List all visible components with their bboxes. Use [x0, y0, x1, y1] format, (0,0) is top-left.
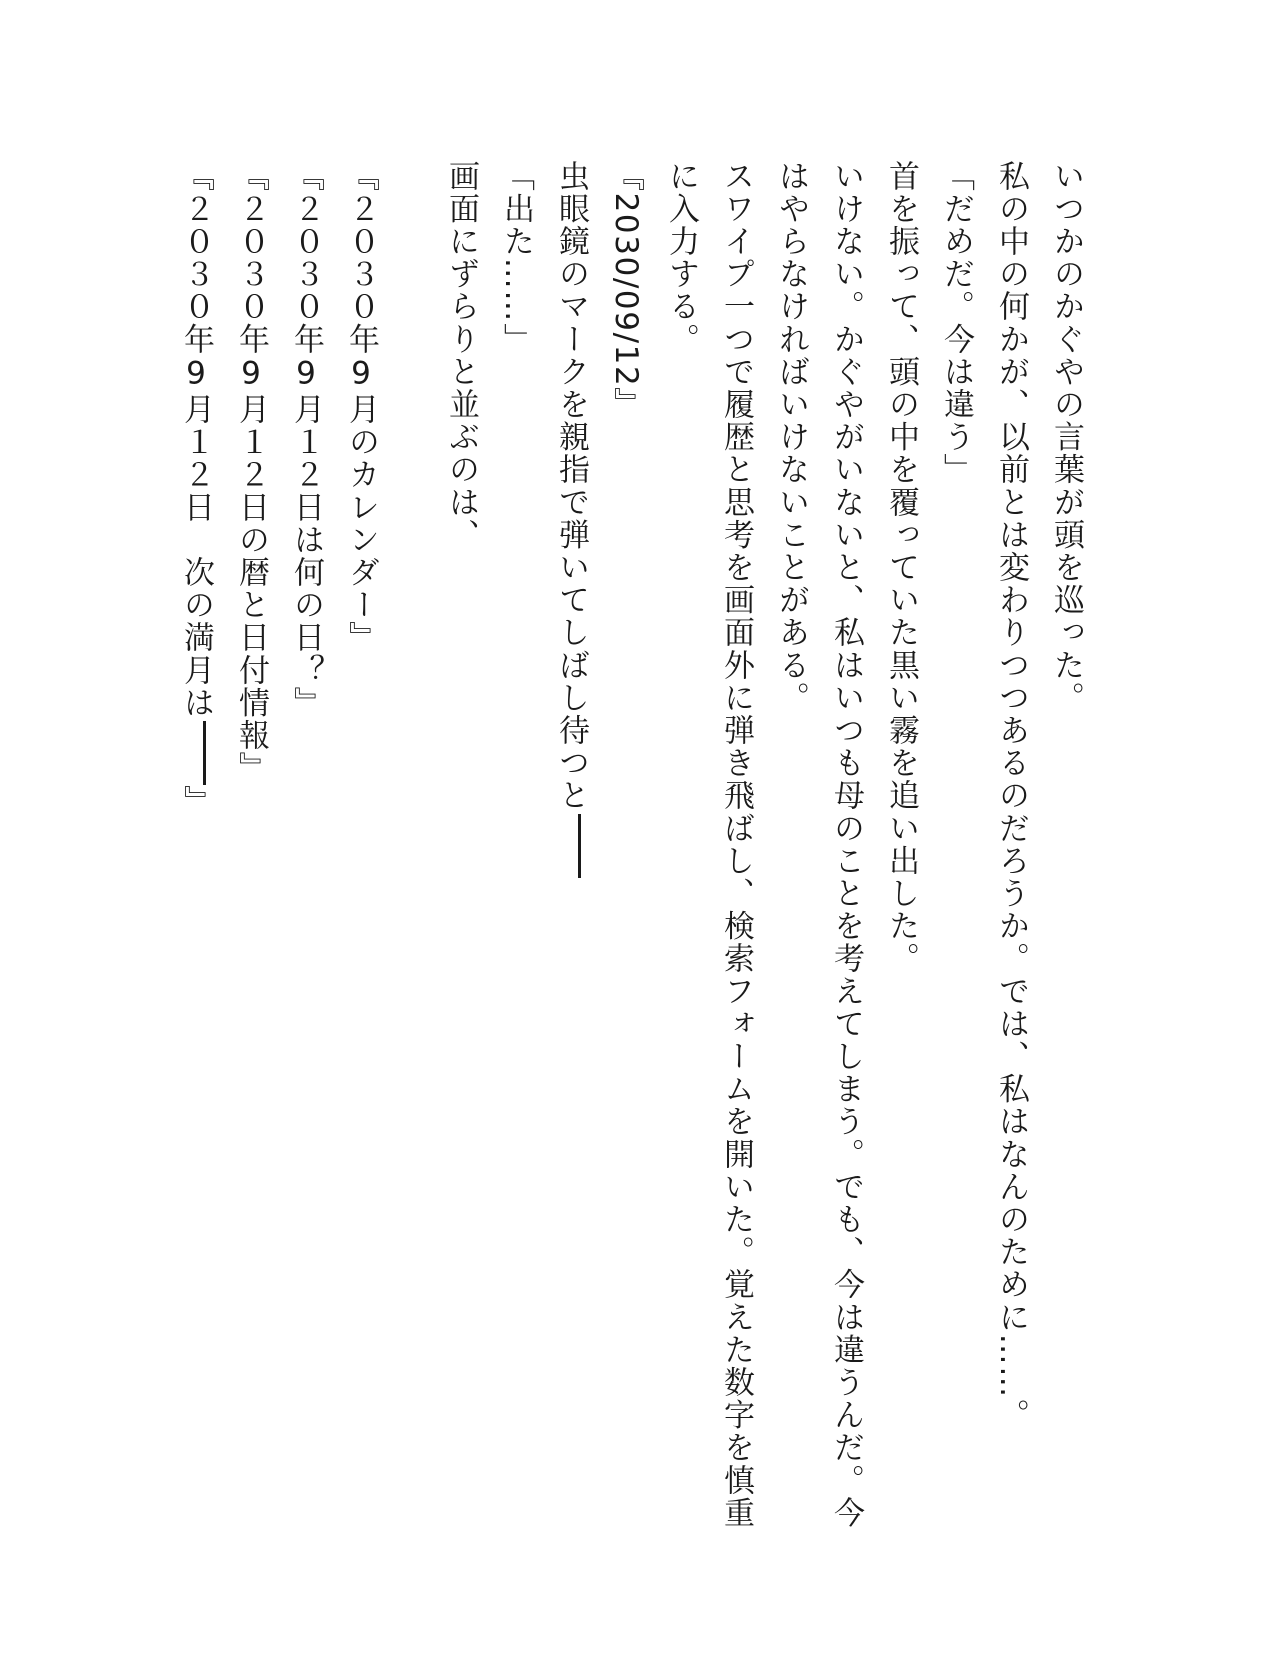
dialogue-line-1: 「だめだ。今は違う」 — [938, 160, 974, 486]
search-result-4-text: 『２０３０年9月１２日 次の満月は — [178, 160, 214, 720]
search-result-1: 『２０３０年9月のカレンダー』 — [343, 160, 379, 654]
search-result-4 — [173, 160, 219, 818]
em-dash-result — [203, 721, 206, 785]
text-line-6: スワイプ一つで履歴と思考を画面外に弾き飛ばし、検索フォームを開いた。覚えた数字を慎重 — [718, 160, 754, 1530]
text-line-9: 画面にずらりと並ぶのは、 — [443, 160, 479, 552]
text-line-7: に入力する。 — [663, 160, 699, 356]
text-line-2: 私の中の何かが、以前とは変わりつつあるのだろうか。では、私はなんのために……。 — [993, 160, 1029, 1432]
dialogue-line-2: 「出た……」 — [498, 160, 534, 356]
search-result-2: 『２０３０年9月１２日は何の日？』 — [288, 160, 324, 720]
search-result-3: 『２０３０年9月１２日の暦と日付情報』 — [233, 160, 269, 785]
closing-bracket: 』 — [178, 785, 214, 818]
text-line-1: いつかのかぐやの言葉が頭を巡った。 — [1048, 160, 1084, 715]
text-line-3: 首を振って、頭の中を覆っていた黒い霧を追い出した。 — [883, 160, 919, 975]
text-line-5: はやらなければいけないことがある。 — [773, 160, 809, 715]
em-dash-line — [578, 814, 581, 878]
text-line-8-text: 虫眼鏡のマークを親指で弾いてしばし待つと — [553, 160, 589, 812]
text-line-4: いけない。かぐやがいないと、私はいつも母のことを考えてしまう。でも、今は違うんだ。今 — [828, 160, 864, 1530]
search-query-line: 『2030/09/12』 — [608, 160, 644, 420]
text-line-8 — [548, 160, 594, 878]
